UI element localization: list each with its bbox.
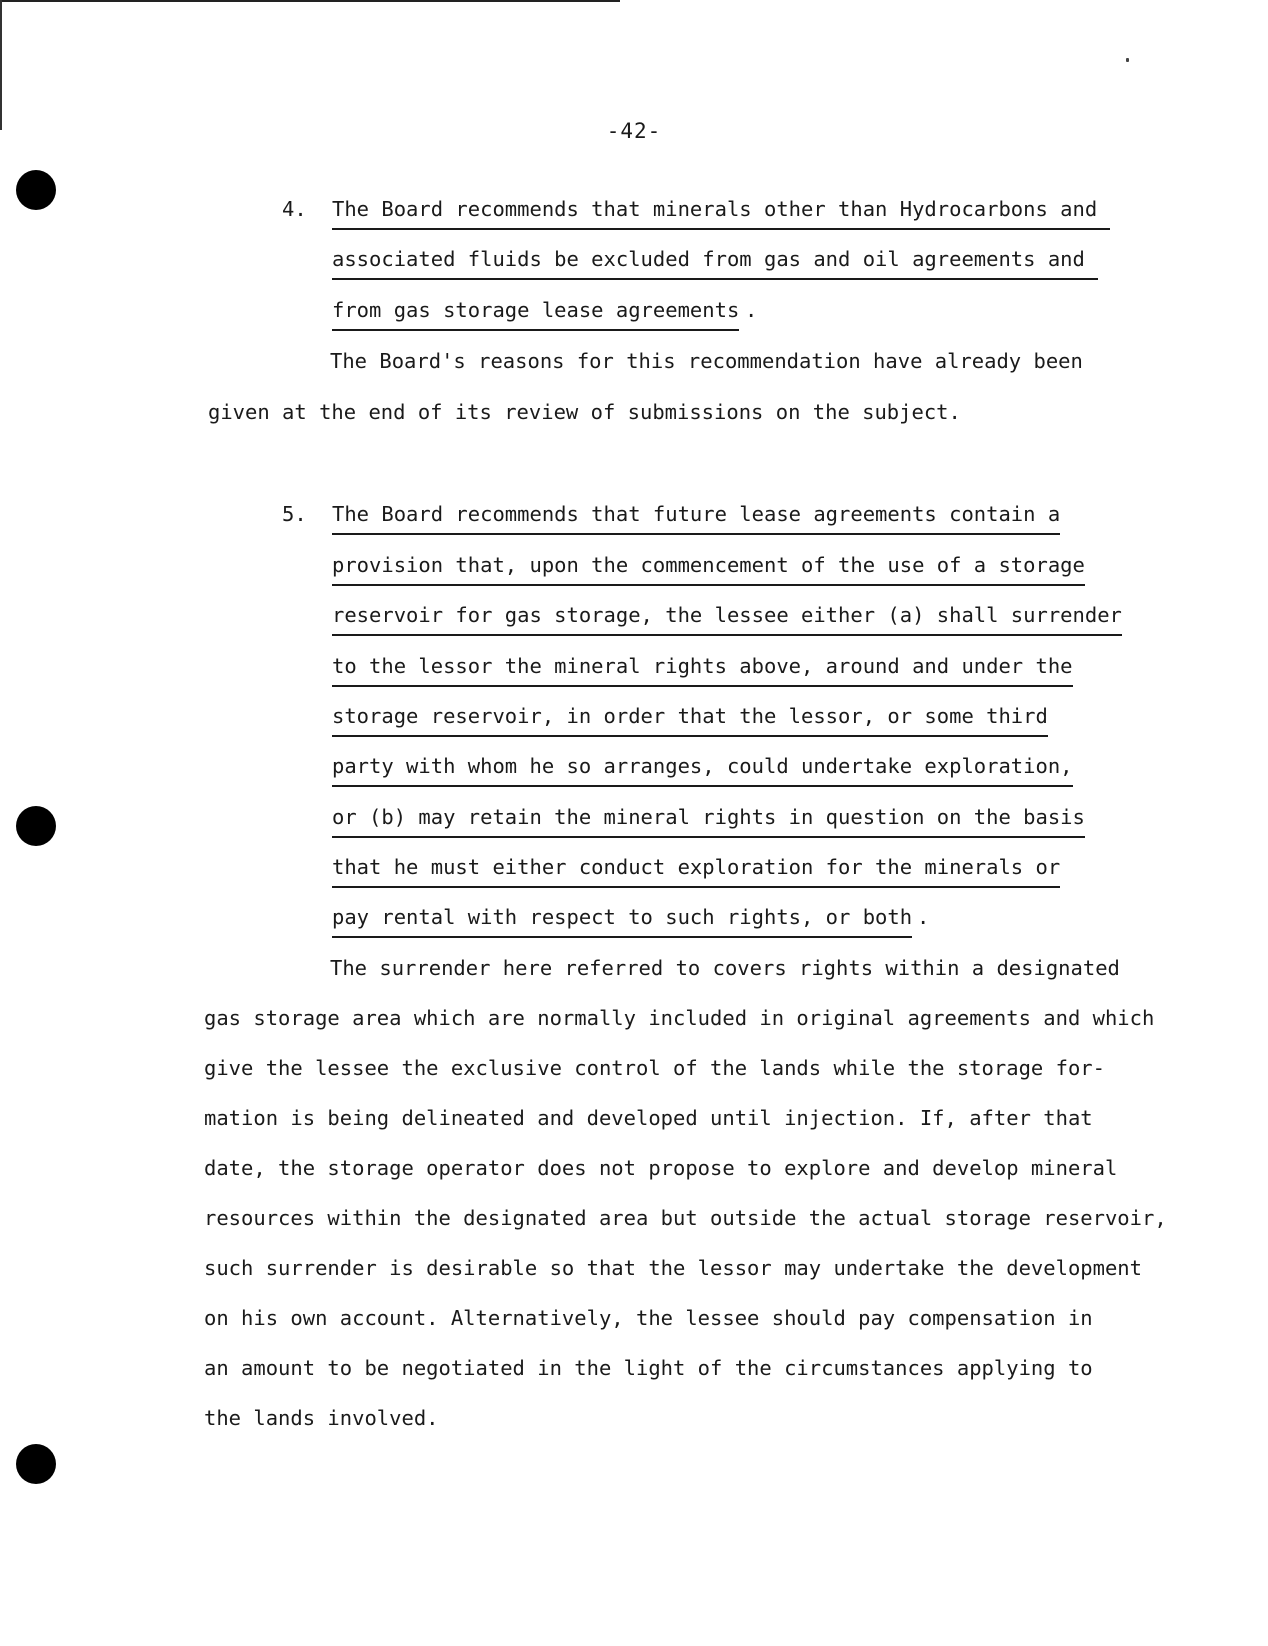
recommendation-5-number: 5.	[282, 502, 307, 526]
recommendation-5-explanation-line-7: such surrender is desirable so that the lessor may undertake the development	[204, 1256, 1142, 1280]
scan-edge-top	[0, 0, 620, 2]
recommendation-5-line-7: or (b) may retain the mineral rights in question on the basis	[332, 803, 1085, 838]
punch-hole-middle	[16, 806, 56, 846]
punch-hole-top	[16, 170, 56, 210]
recommendation-5-explanation-line-1: The surrender here referred to covers rights within a designated	[330, 956, 1120, 980]
recommendation-5-explanation-line-3: give the lessee the exclusive control of the lands while the storage for-	[204, 1056, 1105, 1080]
recommendation-5-line-8: that he must either conduct exploration for the minerals or	[332, 853, 1060, 888]
scan-speck	[1126, 58, 1129, 62]
recommendation-5-explanation-line-6: resources within the designated area but outside the actual storage reservoir,	[204, 1206, 1167, 1230]
recommendation-5-explanation-line-2: gas storage area which are normally included in original agreements and which	[204, 1006, 1155, 1030]
recommendation-5-line-4: to the lessor the mineral rights above, around and under the	[332, 652, 1073, 687]
recommendation-5-line-3: reservoir for gas storage, the lessee either (a) shall surrender	[332, 601, 1122, 636]
recommendation-4-line-1: The Board recommends that minerals other than Hydrocarbons and	[332, 195, 1110, 230]
recommendation-5-line-5: storage reservoir, in order that the lessor, or some third	[332, 702, 1048, 737]
recommendation-5-explanation-line-8: on his own account. Alternatively, the lessee should pay compensation in	[204, 1306, 1093, 1330]
recommendation-5-line-2: provision that, upon the commencement of the use of a storage	[332, 551, 1085, 586]
recommendation-5-line-6: party with whom he so arranges, could undertake exploration,	[332, 752, 1073, 787]
recommendation-5-line-9: pay rental with respect to such rights, or both	[332, 903, 912, 938]
recommendation-5-explanation-line-9: an amount to be negotiated in the light of the circumstances applying to	[204, 1356, 1093, 1380]
recommendation-5-line-1: The Board recommends that future lease agreements contain a	[332, 500, 1060, 535]
recommendation-4-line-3: from gas storage lease agreements	[332, 296, 739, 331]
page-number: -42-	[606, 119, 662, 143]
recommendation-5-period: .	[917, 905, 930, 929]
recommendation-4-line-2: associated fluids be excluded from gas and oil agreements and	[332, 245, 1098, 280]
recommendation-4-explanation-line-1: The Board's reasons for this recommendation have already been	[330, 349, 1083, 373]
recommendation-4-number: 4.	[282, 197, 307, 221]
recommendation-5-explanation-line-10: the lands involved.	[204, 1406, 439, 1430]
recommendation-5-explanation-line-4: mation is being delineated and developed until injection. If, after that	[204, 1106, 1093, 1130]
recommendation-4-explanation-line-2: given at the end of its review of submissions on the subject.	[208, 400, 961, 424]
punch-hole-bottom	[16, 1444, 56, 1484]
recommendation-5-explanation-line-5: date, the storage operator does not propose to explore and develop mineral	[204, 1156, 1118, 1180]
scan-edge-left	[0, 0, 2, 130]
recommendation-4-period: .	[745, 298, 758, 322]
